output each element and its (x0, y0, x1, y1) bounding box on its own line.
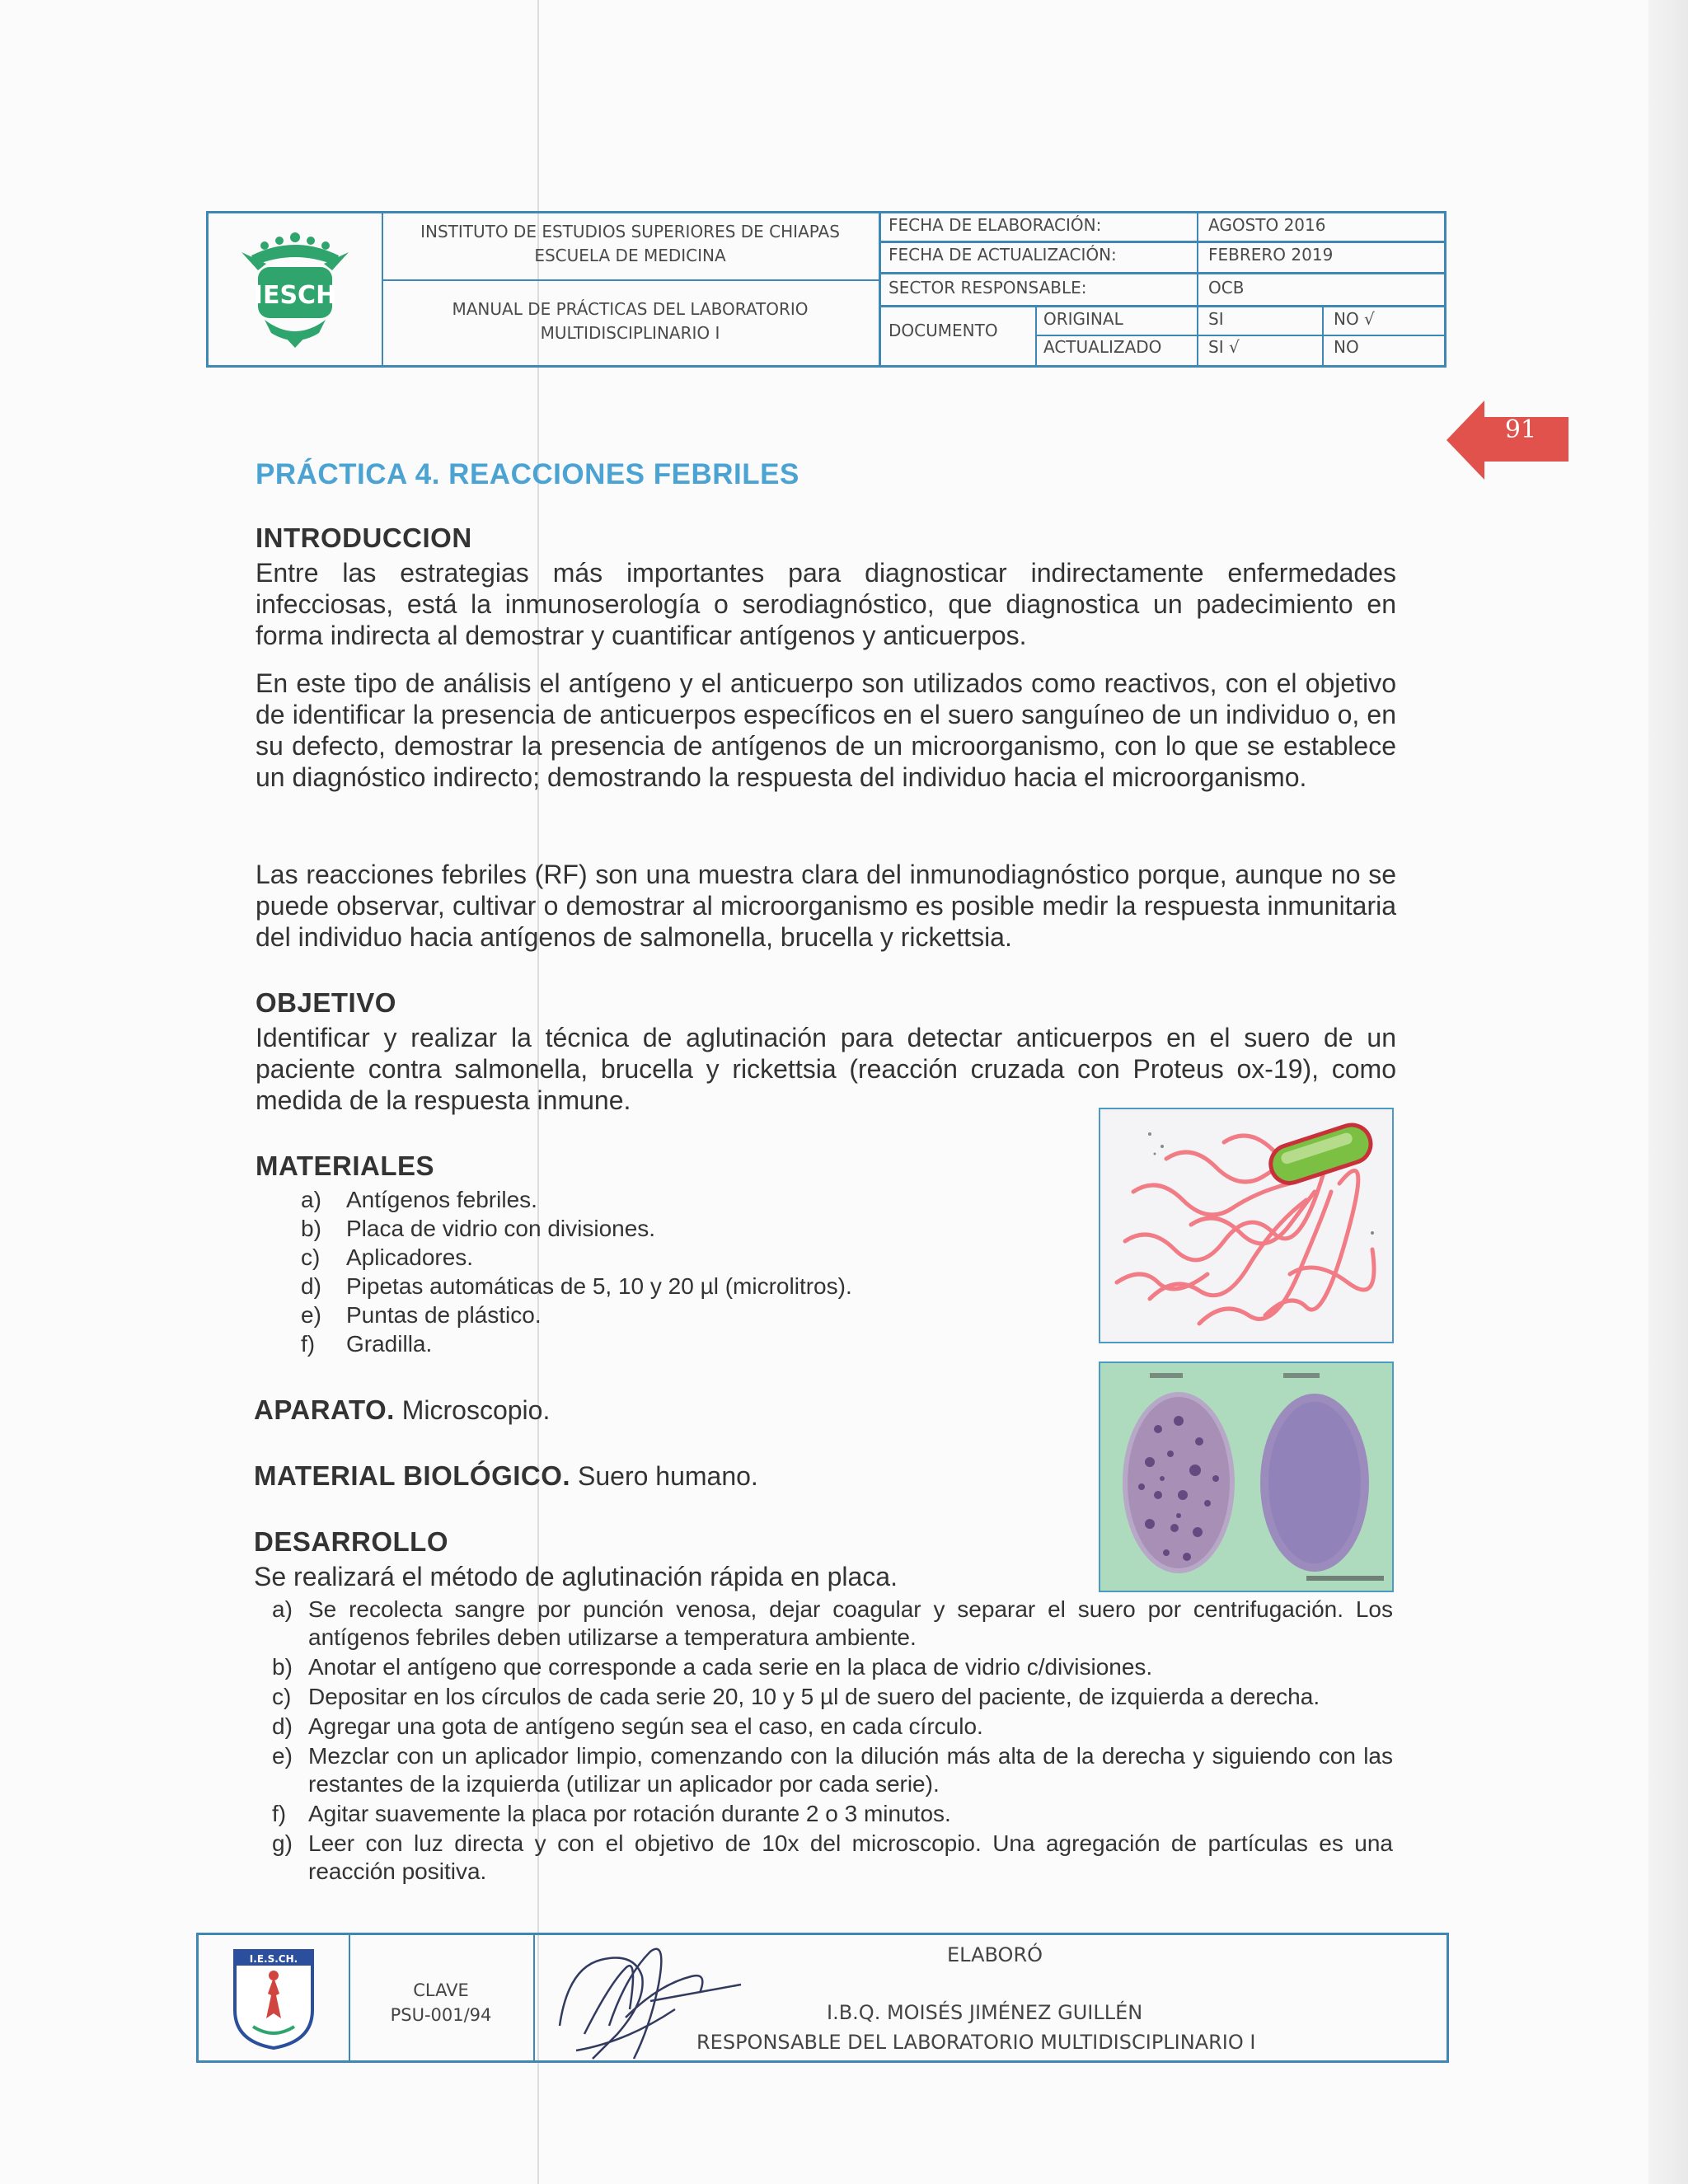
bacteria-flagella-image (1099, 1108, 1394, 1343)
material-biologico-value: Suero humano. (570, 1461, 758, 1491)
school-name: ESCUELA DE MEDICINA (534, 246, 726, 265)
document-footer (196, 1933, 1449, 2063)
list-item: c) Aplicadores. (301, 1244, 474, 1270)
institution-name: INSTITUTO DE ESTUDIOS SUPERIORES DE CHIAPAS (420, 222, 840, 241)
desarrollo-intro: Se realizará el método de aglutinación rápida en placa. (254, 1562, 898, 1591)
iesch-crown-logo-icon (233, 227, 357, 351)
original-label: ORIGINAL (1043, 309, 1123, 329)
iesch-shield-logo-icon (228, 1944, 319, 2051)
list-item: b) Placa de vidrio con divisiones. (301, 1216, 656, 1241)
institution-logo (209, 213, 383, 365)
clave-label: CLAVE (413, 1980, 469, 2000)
clave-value: PSU-001/94 (390, 2005, 492, 2025)
desarrollo-steps (272, 1596, 1393, 1887)
fecha-actualizacion-label: FECHA DE ACTUALIZACIÓN: (889, 245, 1117, 265)
elaboro-label: ELABORÓ (947, 1943, 1043, 1966)
sector-label: SECTOR RESPONSABLE: (889, 278, 1087, 298)
materiales-list (301, 1185, 852, 1358)
aparato-label: APARATO. (254, 1394, 395, 1425)
materiales-heading: MATERIALES (256, 1151, 435, 1181)
objetivo-text: Identificar y realizar la técnica de aglutinación para detectar anticuerpos en el suero de un paciente contra salmonella, brucella y rickettsia (reacción cruzada con Proteus ox-19), como medida de la respuesta inmune. (256, 1023, 1396, 1115)
list-item: f) Agitar suavemente la placa por rotación durante 2 o 3 minutos. (272, 1801, 951, 1826)
fecha-actualizacion-value: FEBRERO 2019 (1208, 245, 1334, 265)
desarrollo-heading: DESARROLLO (254, 1526, 448, 1557)
page-number: 91 (1504, 415, 1537, 444)
intro-paragraph-2: En este tipo de análisis el antígeno y el anticuerpo son utilizados como reactivos, con el objetivo de identificar la presencia de anticuerpos específicos en el suero sanguíneo de un individuo o, en su defecto, demostrar la presencia de antígenos de un microorganismo, con lo que se establece un diagnóstico indirecto; demostrando la respuesta del individuo hacia el microorganismo. (256, 668, 1396, 792)
footer-logo (199, 1935, 350, 2060)
list-item: d) Pipetas automáticas de 5, 10 y 20 µl (microlitros). (301, 1273, 852, 1299)
aparato-value: Microscopio. (394, 1395, 551, 1425)
aparato-line (254, 1394, 550, 1426)
scan-edge-shadow (1648, 0, 1688, 2184)
documento-label: DOCUMENTO (889, 321, 998, 340)
intro-paragraph-1: Entre las estrategias más importantes para diagnosticar indirectamente enfermedades infecciosas, está la inmunoserología o serodiagnóstico, que diagnostica un padecimiento en forma indirecta al demostrar y cuantificar antígenos y anticuerpos. (256, 558, 1396, 650)
material-biologico-label: MATERIAL BIOLÓGICO. (254, 1460, 571, 1491)
responsible-name: I.B.Q. MOISÉS JIMÉNEZ GUILLÉN (827, 2001, 1143, 2024)
agglutination-comparison-image (1099, 1361, 1394, 1592)
list-item: g) Leer con luz directa y con el objetivo de 10x del microscopio. Una agregación de partículas es una reacción positiva. (272, 1830, 1393, 1884)
intro-heading: INTRODUCCION (256, 523, 472, 553)
list-item: d) Agregar una gota de antígeno según sea el caso, en cada círculo. (272, 1713, 983, 1739)
manual-title (382, 281, 879, 363)
fecha-elaboracion-value: AGOSTO 2016 (1208, 215, 1326, 235)
practice-title: PRÁCTICA 4. REACCIONES FEBRILES (256, 458, 799, 490)
manual-title-line2: MULTIDISCIPLINARIO I (540, 323, 720, 343)
list-item: e) Mezclar con un aplicador limpio, comenzando con la dilución más alta de la derecha y siguiendo con las restantes de la izquierda (utilizar un aplicador por cada serie). (272, 1743, 1393, 1797)
objetivo-heading: OBJETIVO (256, 987, 396, 1018)
elaboro-cell (535, 1935, 1447, 2060)
actualizado-no: NO (1334, 337, 1359, 357)
material-biologico-line (254, 1460, 758, 1492)
actualizado-label: ACTUALIZADO (1043, 337, 1162, 357)
original-si: SI (1208, 309, 1224, 329)
list-item: e) Puntas de plástico. (301, 1302, 542, 1328)
fecha-elaboracion-label: FECHA DE ELABORACIÓN: (889, 215, 1102, 235)
intro-paragraph-3: Las reacciones febriles (RF) son una muestra clara del inmunodiagnóstico porque, aunque no se puede observar, cultivar o demostrar al microorganismo es posible medir la respuesta inmunitaria del individuo hacia antígenos de salmonella, brucella y rickettsia. (256, 860, 1396, 952)
list-item: a) Antígenos febriles. (301, 1187, 537, 1212)
manual-title-line1: MANUAL DE PRÁCTICAS DEL LABORATORIO (452, 299, 809, 319)
original-no: NO √ (1334, 309, 1375, 329)
svg-text:IESCH: IESCH (253, 281, 337, 310)
page-number-tab (1447, 401, 1568, 480)
institution-cell (382, 213, 881, 365)
list-item: c) Depositar en los círculos de cada serie 20, 10 y 5 µl de suero del paciente, de izquierda a derecha. (272, 1684, 1320, 1709)
list-item: f) Gradilla. (301, 1331, 433, 1357)
document-header (206, 211, 1447, 368)
list-item: b) Anotar el antígeno que corresponde a cada serie en la placa de vidrio c/divisiones. (272, 1654, 1153, 1680)
clave-cell (349, 1935, 535, 2060)
svg-text:I.E.S.CH.: I.E.S.CH. (249, 1953, 298, 1965)
responsible-role: RESPONSABLE DEL LABORATORIO MULTIDISCIPLINARIO I (696, 2031, 1256, 2054)
sector-value: OCB (1208, 278, 1245, 298)
actualizado-si: SI √ (1208, 337, 1240, 357)
list-item: a) Se recolecta sangre por punción venosa, dejar coagular y separar el suero por centrifugación. Los antígenos febriles deben utilizarse a temperatura ambiente. (272, 1596, 1393, 1650)
institution-names (382, 213, 879, 281)
